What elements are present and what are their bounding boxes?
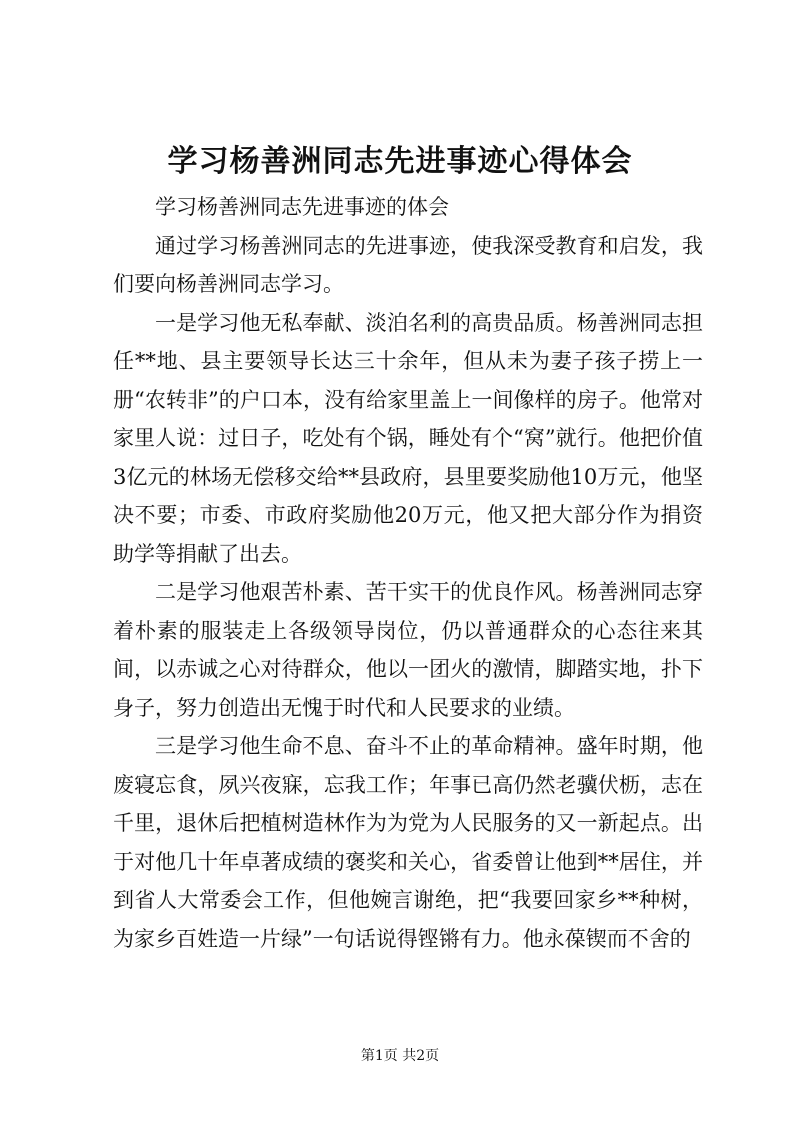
subtitle-paragraph: 学习杨善洲同志先进事迹的体会	[155, 195, 449, 219]
point-three-paragraph: 三是学习他生命不息、奋斗不止的革命精神。盛年时期，他废寝忘食，夙兴夜寐，忘我工作；年事已高仍然老骥伏枥，志在千里，退休后把植树造林作为为党为人民服务的又一新起点。出于对他几十年卓著成绩的褒奖和关心，省委曾让他到**居住，并到省人大常委会工作，但他婉言谢绝，把“我要回家乡**种树，为家乡百姓造一片绿”一句话说得铿锵有力。他永葆锲而不舍的	[113, 734, 703, 951]
page-number-footer: 第1页 共2页	[360, 1048, 440, 1064]
intro-paragraph: 通过学习杨善洲同志的先进事迹，使我深受教育和启发，我们要向杨善洲同志学习。	[113, 233, 703, 296]
point-two-paragraph: 二是学习他艰苦朴素、苦干实干的优良作风。杨善洲同志穿着朴素的服装走上各级领导岗位，仍以普通群众的心态往来其间，以赤诚之心对待群众，他以一团火的激情，脚踏实地，扑下身子，努力创造出无愧于时代和人民要求的业绩。	[113, 580, 703, 720]
document-body	[113, 188, 703, 958]
document-title: 学习杨善洲同志先进事迹心得体会	[167, 144, 633, 179]
point-one-paragraph: 一是学习他无私奉献、淡泊名利的高贵品质。杨善洲同志担任**地、县主要领导长达三十余年，但从未为妻子孩子捞上一册“农转非”的户口本，没有给家里盖上一间像样的房子。他常对家里人说：过日子，吃处有个锅，睡处有个“窝”就行。他把价值3亿元的林场无偿移交给**县政府，县里要奖励他10万元，他坚决不要；市委、市政府奖励他20万元，他又把大部分作为捐资助学等捐献了出去。	[113, 310, 703, 566]
